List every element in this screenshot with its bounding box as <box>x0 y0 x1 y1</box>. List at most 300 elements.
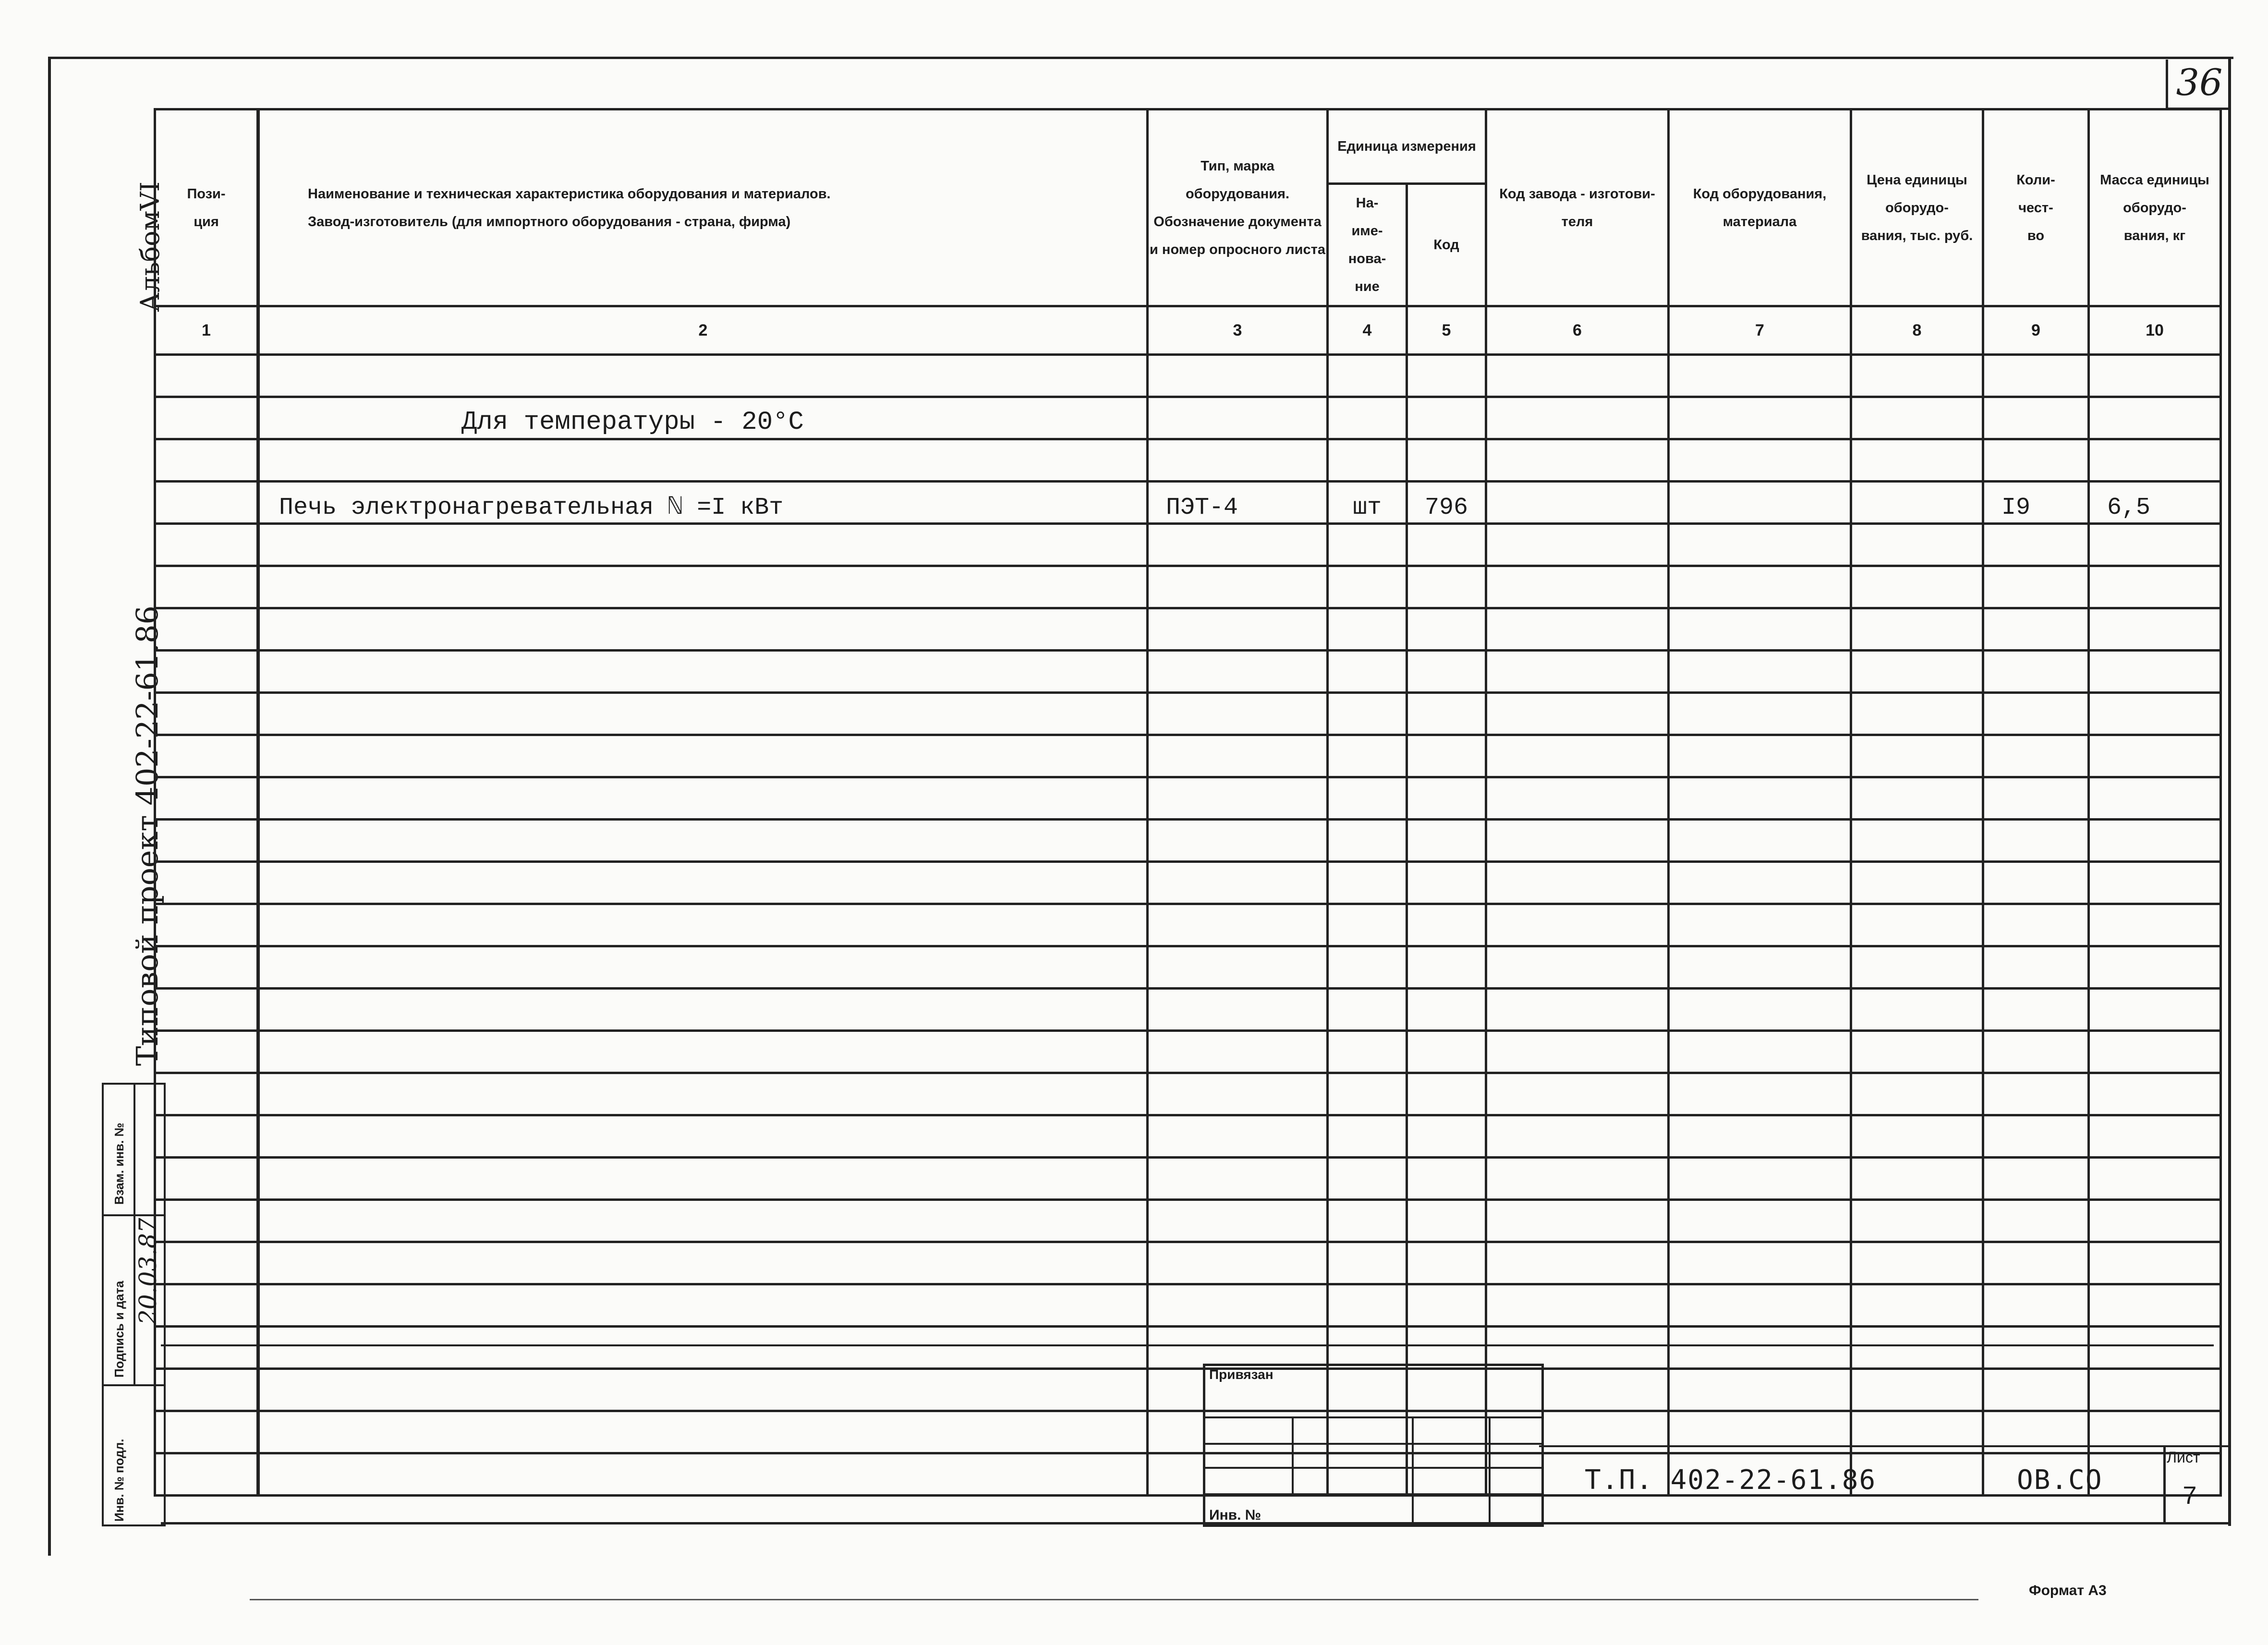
cell-unit-code <box>1407 946 1486 989</box>
cell-position <box>155 862 258 904</box>
cell-price <box>1851 439 1983 482</box>
sheet-number: 7 <box>2163 1469 2214 1522</box>
bottom-dashed-line <box>250 1599 1978 1600</box>
cell-factory-code <box>1486 397 1669 439</box>
table-row <box>155 735 2221 777</box>
cell-type <box>1148 439 1328 482</box>
cell-price <box>1851 904 1983 946</box>
cell-mass <box>2089 862 2221 904</box>
frame-right-edge <box>2228 57 2231 1526</box>
cell-factory-code <box>1486 1327 1669 1369</box>
table-row <box>155 651 2221 693</box>
cell-name <box>258 1158 1148 1200</box>
cell-price <box>1851 651 1983 693</box>
header-unit-group: Единица измерения <box>1328 109 1486 184</box>
tb-line-2 <box>1205 1443 1541 1445</box>
cell-factory-code <box>1486 777 1669 820</box>
table-row <box>155 1242 2221 1284</box>
cell-mass <box>2089 1200 2221 1242</box>
cell-position <box>155 777 258 820</box>
cell-position <box>155 1115 258 1158</box>
cell-quantity <box>1983 989 2089 1031</box>
cell-position <box>155 608 258 651</box>
cell-price <box>1851 777 1983 820</box>
cell-price <box>1851 862 1983 904</box>
cell-quantity <box>1983 1158 2089 1200</box>
cell-name <box>258 1200 1148 1242</box>
cell-mass <box>2089 1284 2221 1327</box>
cell-name <box>258 524 1148 566</box>
cell-quantity <box>1983 777 2089 820</box>
header-row <box>155 109 2221 184</box>
cell-mass <box>2089 989 2221 1031</box>
titleblock-top-line <box>1539 1445 2231 1447</box>
cell-type <box>1148 651 1328 693</box>
table-row <box>155 1031 2221 1073</box>
cell-unit-code <box>1407 1115 1486 1158</box>
cell-unit-code <box>1407 820 1486 862</box>
header-name: Наименование и техническая характеристика оборудования и материалов. Завод-изготовитель (для импортного оборудования - страна, фирма) <box>258 109 1148 306</box>
cell-equipment-code <box>1669 566 1851 608</box>
cell-factory-code <box>1486 1115 1669 1158</box>
cell-quantity <box>1983 1115 2089 1158</box>
inv-label: Инв. № <box>1209 1507 1261 1523</box>
table-row <box>155 524 2221 566</box>
cell-unit-code <box>1407 777 1486 820</box>
colnum-8: 8 <box>1851 306 1983 355</box>
cell-mass <box>2089 735 2221 777</box>
sheet-label: Лист <box>2167 1449 2200 1466</box>
approval-stamp <box>102 1083 166 1526</box>
cell-unit <box>1328 862 1407 904</box>
header-quantity: Коли- чест- во <box>1983 109 2089 306</box>
table-row <box>155 777 2221 820</box>
cell-unit <box>1328 820 1407 862</box>
cell-unit <box>1328 439 1407 482</box>
cell-quantity <box>1983 735 2089 777</box>
cell-factory-code <box>1486 735 1669 777</box>
attached-label: Привязан <box>1209 1367 1273 1382</box>
cell-position <box>155 1411 258 1453</box>
cell-mass <box>2089 397 2221 439</box>
table-row <box>155 1158 2221 1200</box>
cell-position <box>155 693 258 735</box>
cell-equipment-code <box>1669 1031 1851 1073</box>
cell-type <box>1148 397 1328 439</box>
colnum-6: 6 <box>1486 306 1669 355</box>
cell-unit <box>1328 1327 1407 1369</box>
cell-unit-code <box>1407 904 1486 946</box>
cell-equipment-code <box>1669 946 1851 989</box>
cell-unit <box>1328 397 1407 439</box>
cell-position <box>155 1073 258 1115</box>
cell-price <box>1851 1158 1983 1200</box>
cell-name <box>258 989 1148 1031</box>
colnum-2: 2 <box>258 306 1148 355</box>
stamp-cell-swap-inv-value <box>133 1085 165 1216</box>
cell-factory-code <box>1486 608 1669 651</box>
cell-name <box>258 946 1148 989</box>
cell-type <box>1148 566 1328 608</box>
cell-quantity <box>1983 1031 2089 1073</box>
cell-mass <box>2089 1158 2221 1200</box>
cell-equipment-code <box>1669 693 1851 735</box>
cell-type <box>1148 1031 1328 1073</box>
table-row <box>155 1327 2221 1369</box>
cell-price <box>1851 820 1983 862</box>
cell-position <box>155 1453 258 1496</box>
cell-unit <box>1328 1073 1407 1115</box>
cell-equipment-code <box>1669 1158 1851 1200</box>
cell-unit <box>1328 566 1407 608</box>
cell-type <box>1148 1242 1328 1284</box>
cell-mass <box>2089 904 2221 946</box>
cell-price <box>1851 989 1983 1031</box>
cell-equipment-code <box>1669 482 1851 524</box>
cell-price <box>1851 1284 1983 1327</box>
header-factory-code: Код завода - изготови- теля <box>1486 109 1669 306</box>
cell-name <box>258 693 1148 735</box>
cell-type <box>1148 355 1328 397</box>
table-row <box>155 482 2221 524</box>
table-row <box>155 1369 2221 1411</box>
cell-type: ПЭТ-4 <box>1148 482 1328 524</box>
cell-quantity <box>1983 693 2089 735</box>
cell-factory-code <box>1486 1158 1669 1200</box>
cell-unit-code <box>1407 397 1486 439</box>
cell-mass <box>2089 777 2221 820</box>
cell-equipment-code <box>1669 1369 1851 1411</box>
cell-price <box>1851 1073 1983 1115</box>
cell-quantity <box>1983 862 2089 904</box>
cell-name <box>258 651 1148 693</box>
cell-factory-code <box>1486 946 1669 989</box>
cell-factory-code <box>1486 439 1669 482</box>
title-block-attached <box>1203 1364 1544 1527</box>
cell-type <box>1148 1200 1328 1242</box>
cell-position <box>155 1327 258 1369</box>
table-row <box>155 1200 2221 1242</box>
cell-factory-code <box>1486 1031 1669 1073</box>
cell-mass <box>2089 820 2221 862</box>
cell-unit <box>1328 1115 1407 1158</box>
cell-unit <box>1328 651 1407 693</box>
cell-mass <box>2089 439 2221 482</box>
cell-name: Для температуры - 20°С <box>258 397 1148 439</box>
cell-equipment-code <box>1669 820 1851 862</box>
cell-position <box>155 524 258 566</box>
cell-price <box>1851 482 1983 524</box>
cell-position <box>155 1200 258 1242</box>
cell-unit-code <box>1407 693 1486 735</box>
cell-position <box>155 397 258 439</box>
table-row <box>155 608 2221 651</box>
cell-equipment-code <box>1669 651 1851 693</box>
cell-unit <box>1328 735 1407 777</box>
cell-factory-code <box>1486 566 1669 608</box>
cell-price <box>1851 1115 1983 1158</box>
cell-mass <box>2089 1031 2221 1073</box>
cell-type <box>1148 1158 1328 1200</box>
header-unit-code: Код <box>1407 184 1486 306</box>
cell-position <box>155 820 258 862</box>
cell-position <box>155 1031 258 1073</box>
cell-mass <box>2089 1242 2221 1284</box>
table-row <box>155 989 2221 1031</box>
cell-name <box>258 862 1148 904</box>
cell-mass <box>2089 1115 2221 1158</box>
cell-price <box>1851 1031 1983 1073</box>
cell-unit <box>1328 355 1407 397</box>
cell-price <box>1851 1369 1983 1411</box>
cell-unit-code <box>1407 735 1486 777</box>
section-code: ОВ.СО <box>2017 1464 2103 1496</box>
cell-factory-code <box>1486 693 1669 735</box>
cell-type <box>1148 608 1328 651</box>
cell-factory-code <box>1486 862 1669 904</box>
cell-position <box>155 1369 258 1411</box>
specification-table <box>154 108 2222 1497</box>
cell-quantity <box>1983 904 2089 946</box>
cell-quantity <box>1983 524 2089 566</box>
cell-position <box>155 355 258 397</box>
cell-type <box>1148 693 1328 735</box>
cell-position <box>155 904 258 946</box>
cell-equipment-code <box>1669 862 1851 904</box>
cell-unit-code <box>1407 1327 1486 1369</box>
cell-mass <box>2089 355 2221 397</box>
cell-factory-code <box>1486 524 1669 566</box>
cell-unit <box>1328 904 1407 946</box>
cell-unit-code <box>1407 1158 1486 1200</box>
cell-name <box>258 1242 1148 1284</box>
cell-name <box>258 904 1148 946</box>
cell-name <box>258 1453 1148 1496</box>
cell-type <box>1148 777 1328 820</box>
cell-equipment-code <box>1669 777 1851 820</box>
header-price: Цена единицы оборудо- вания, тыс. руб. <box>1851 109 1983 306</box>
frame-bottom-line <box>161 1522 2231 1524</box>
table-row <box>155 439 2221 482</box>
album-label: АльбомVI <box>135 181 165 312</box>
cell-equipment-code <box>1669 1200 1851 1242</box>
cell-quantity <box>1983 820 2089 862</box>
cell-quantity <box>1983 439 2089 482</box>
header-mass: Масса единицы оборудо- вания, кг <box>2089 109 2221 306</box>
project-label: Типовой проект 402-22-61.86 <box>130 605 165 1066</box>
cell-name <box>258 1031 1148 1073</box>
cell-quantity: I9 <box>1983 482 2089 524</box>
cell-quantity <box>1983 608 2089 651</box>
cell-factory-code <box>1486 989 1669 1031</box>
cell-type <box>1148 1327 1328 1369</box>
cell-price <box>1851 1327 1983 1369</box>
cell-price <box>1851 1200 1983 1242</box>
cell-name <box>258 608 1148 651</box>
header-type: Тип, марка оборудования. Обозначение документа и номер опросного листа <box>1148 109 1328 306</box>
header-equipment-code: Код оборудования, материала <box>1669 109 1851 306</box>
cell-factory-code <box>1486 1242 1669 1284</box>
cell-name <box>258 777 1148 820</box>
colnum-1: 1 <box>155 306 258 355</box>
cell-unit-code: 796 <box>1407 482 1486 524</box>
cell-equipment-code <box>1669 1327 1851 1369</box>
cell-name <box>258 355 1148 397</box>
cell-mass <box>2089 651 2221 693</box>
cell-factory-code <box>1486 1284 1669 1327</box>
cell-unit-code <box>1407 524 1486 566</box>
header-unit-name: На- име- нова- ние <box>1328 184 1407 306</box>
colnum-5: 5 <box>1407 306 1486 355</box>
cell-equipment-code <box>1669 1115 1851 1158</box>
cell-factory-code <box>1486 651 1669 693</box>
cell-mass <box>2089 608 2221 651</box>
stamp-inv-orig-label: Инв. № подл. <box>112 1439 126 1522</box>
cell-equipment-code <box>1669 735 1851 777</box>
cell-equipment-code <box>1669 1284 1851 1327</box>
cell-price <box>1851 397 1983 439</box>
cell-quantity <box>1983 651 2089 693</box>
cell-price <box>1851 735 1983 777</box>
cell-quantity <box>1983 1369 2089 1411</box>
cell-equipment-code <box>1669 439 1851 482</box>
colnum-3: 3 <box>1148 306 1328 355</box>
cell-unit-code <box>1407 608 1486 651</box>
cell-unit <box>1328 1200 1407 1242</box>
cell-unit <box>1328 1284 1407 1327</box>
table-row <box>155 355 2221 397</box>
cell-quantity <box>1983 946 2089 989</box>
cell-type <box>1148 820 1328 862</box>
cell-price <box>1851 946 1983 989</box>
table-row <box>155 862 2221 904</box>
cell-position <box>155 1284 258 1327</box>
tb-vline-3 <box>1489 1416 1491 1524</box>
cell-name <box>258 1115 1148 1158</box>
cell-unit-code <box>1407 1073 1486 1115</box>
cell-mass <box>2089 566 2221 608</box>
cell-type <box>1148 946 1328 989</box>
table-row <box>155 1453 2221 1496</box>
specification-body <box>155 355 2221 1496</box>
cell-type <box>1148 904 1328 946</box>
cell-unit-code <box>1407 566 1486 608</box>
cell-unit <box>1328 989 1407 1031</box>
cell-name <box>258 735 1148 777</box>
cell-unit <box>1328 1031 1407 1073</box>
cell-equipment-code <box>1669 397 1851 439</box>
cell-factory-code <box>1486 355 1669 397</box>
cell-mass <box>2089 946 2221 989</box>
tb-line-1 <box>1205 1416 1541 1418</box>
document-code: Т.П. 402-22-61.86 <box>1585 1464 1877 1496</box>
cell-quantity <box>1983 397 2089 439</box>
table-row <box>155 1284 2221 1327</box>
stamp-sign-date-label: Подпись и дата <box>112 1281 126 1378</box>
tb-line-3 <box>1205 1467 1541 1469</box>
table-row <box>155 693 2221 735</box>
cell-unit-code <box>1407 1031 1486 1073</box>
table-row <box>155 397 2221 439</box>
cell-unit <box>1328 1242 1407 1284</box>
table-bottom-line <box>161 1344 2214 1346</box>
cell-price <box>1851 693 1983 735</box>
cell-position <box>155 439 258 482</box>
cell-unit: шт <box>1328 482 1407 524</box>
cell-unit-code <box>1407 1242 1486 1284</box>
cell-name <box>258 1284 1148 1327</box>
cell-mass <box>2089 1073 2221 1115</box>
cell-position <box>155 566 258 608</box>
table-row <box>155 904 2221 946</box>
cell-equipment-code <box>1669 1242 1851 1284</box>
tb-vline-2 <box>1412 1416 1414 1524</box>
tb-line-4 <box>1205 1493 1541 1495</box>
cell-price <box>1851 355 1983 397</box>
cell-equipment-code <box>1669 904 1851 946</box>
cell-equipment-code <box>1669 608 1851 651</box>
table-row <box>155 1073 2221 1115</box>
colnum-7: 7 <box>1669 306 1851 355</box>
cell-position <box>155 1242 258 1284</box>
cell-mass <box>2089 1369 2221 1411</box>
cell-factory-code <box>1486 904 1669 946</box>
colnum-10: 10 <box>2089 306 2221 355</box>
format-label: Формат А3 <box>2029 1583 2107 1598</box>
corner-sheet-number: 36 <box>2166 60 2231 110</box>
cell-name <box>258 566 1148 608</box>
cell-equipment-code <box>1669 524 1851 566</box>
stamp-handwritten-date: 20.03.87 <box>134 1218 162 1325</box>
tb-vline-1 <box>1292 1416 1294 1493</box>
table-row <box>155 1115 2221 1158</box>
cell-factory-code <box>1486 820 1669 862</box>
cell-unit <box>1328 693 1407 735</box>
cell-quantity <box>1983 566 2089 608</box>
cell-equipment-code <box>1669 989 1851 1031</box>
cell-unit <box>1328 524 1407 566</box>
cell-price <box>1851 1242 1983 1284</box>
cell-price <box>1851 608 1983 651</box>
cell-unit <box>1328 777 1407 820</box>
table-row <box>155 946 2221 989</box>
cell-type <box>1148 1073 1328 1115</box>
cell-unit-code <box>1407 1284 1486 1327</box>
cell-type <box>1148 1115 1328 1158</box>
cell-unit-code <box>1407 862 1486 904</box>
cell-unit-code <box>1407 439 1486 482</box>
cell-quantity <box>1983 1073 2089 1115</box>
cell-factory-code <box>1486 1200 1669 1242</box>
cell-unit-code <box>1407 355 1486 397</box>
cell-unit-code <box>1407 1200 1486 1242</box>
stamp-swap-inv-label: Взам. инв. № <box>112 1123 126 1205</box>
cell-price <box>1851 524 1983 566</box>
cell-position <box>155 989 258 1031</box>
cell-name <box>258 1369 1148 1411</box>
column-numbers-row <box>155 306 2221 355</box>
table-row <box>155 566 2221 608</box>
cell-quantity <box>1983 1284 2089 1327</box>
cell-type <box>1148 735 1328 777</box>
cell-unit-code <box>1407 651 1486 693</box>
cell-equipment-code <box>1669 1073 1851 1115</box>
cell-quantity <box>1983 1327 2089 1369</box>
cell-name <box>258 1411 1148 1453</box>
cell-equipment-code <box>1669 355 1851 397</box>
cell-mass <box>2089 1327 2221 1369</box>
cell-unit <box>1328 946 1407 989</box>
